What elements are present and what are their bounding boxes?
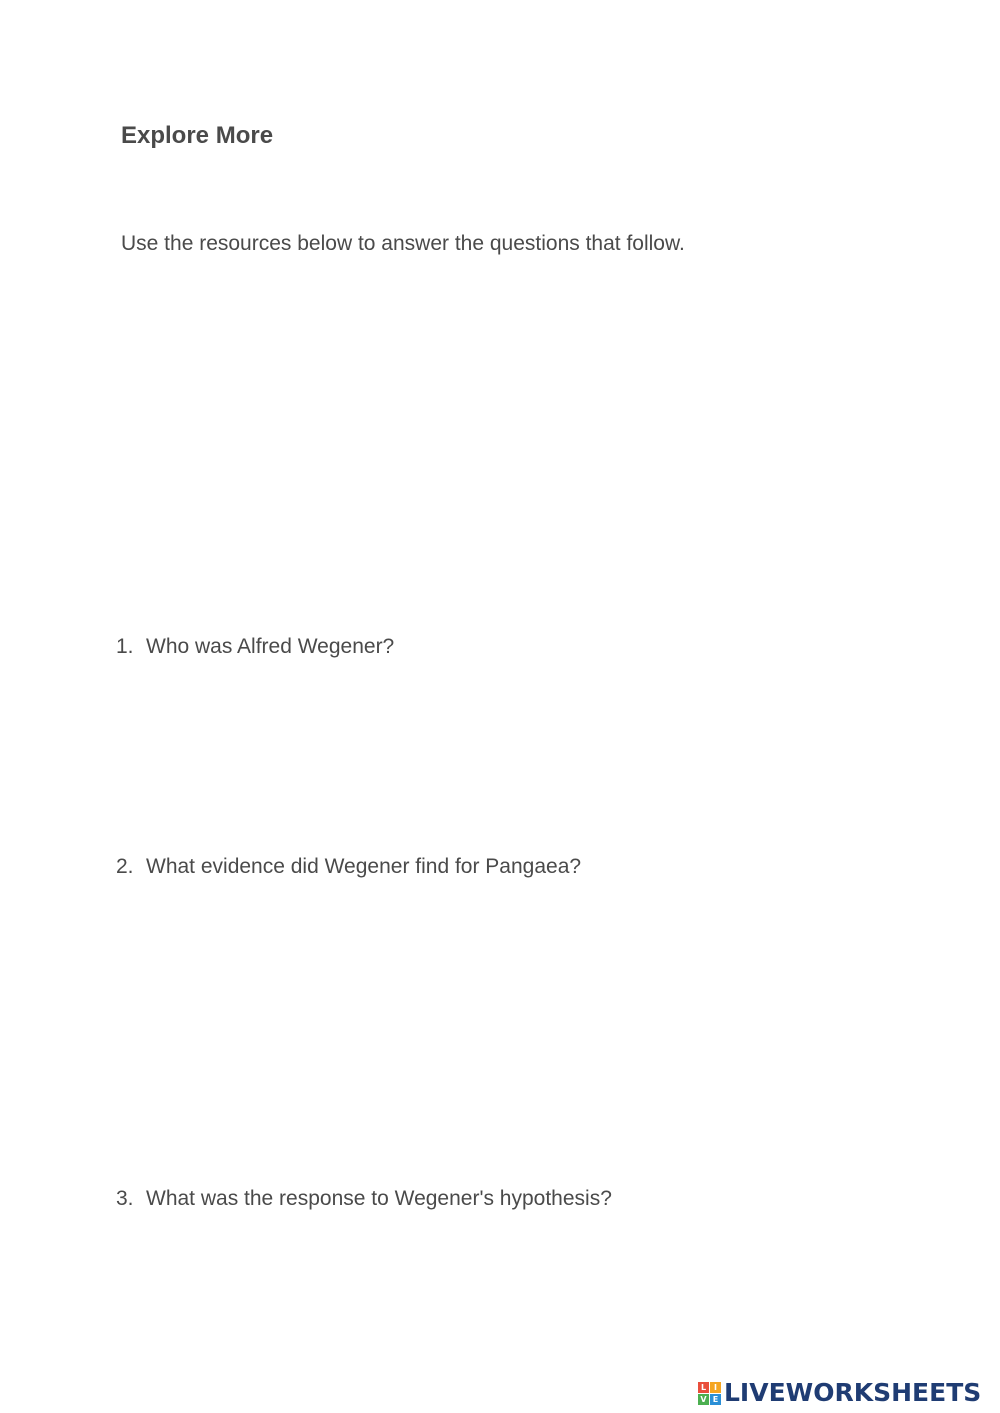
logo-icon-tile: I	[710, 1382, 721, 1393]
question-item	[116, 853, 581, 881]
question-item	[116, 1185, 612, 1213]
logo-text: LIVEWORKSHEETS	[724, 1378, 982, 1407]
question-item	[116, 633, 394, 661]
question-text: What was the response to Wegener's hypothesis?	[146, 1187, 612, 1210]
section-heading: Explore More	[121, 122, 274, 149]
question-number: 3.	[116, 1187, 134, 1210]
question-text: Who was Alfred Wegener?	[146, 635, 395, 658]
question-number: 1.	[116, 635, 134, 658]
logo-icon-tile: L	[698, 1382, 709, 1393]
question-number: 2.	[116, 855, 134, 878]
question-text: What evidence did Wegener find for Pangaea?	[146, 855, 582, 878]
liveworksheets-logo-icon	[698, 1382, 721, 1405]
instructions-text: Use the resources below to answer the questions that follow.	[121, 232, 685, 255]
logo-icon-tile: E	[710, 1394, 721, 1405]
liveworksheets-logo	[698, 1378, 981, 1408]
logo-icon-tile: V	[698, 1394, 709, 1405]
